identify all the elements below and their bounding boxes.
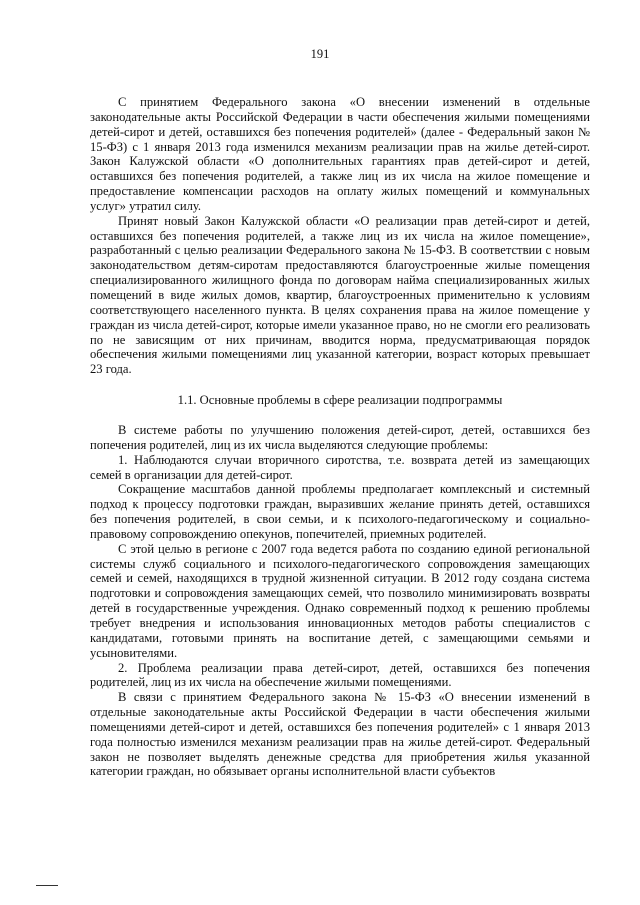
document-body xyxy=(90,95,590,779)
paragraph: С принятием Федерального закона «О внесении изменений в отдельные законодательные акты Российской Федерации в части обеспечения жилыми помещениями детей-сирот и детей, оставшихся без попечения родителей» (далее - Федеральный закон № 15-ФЗ) с 1 января 2013 года изменился механизм реализации прав на жилье детей-сирот. Закон Калужской области «О дополнительных гарантиях прав детей-сирот и детей, оставшихся без попечения родителей, а также лиц из их числа на жилое помещение и предоставление компенсации расходов на оплату жилых помещений и коммунальных услуг» утратил силу. xyxy=(90,95,590,213)
section-heading: 1.1. Основные проблемы в сфере реализации подпрограммы xyxy=(177,393,503,408)
paragraph: Сокращение масштабов данной проблемы предполагает комплексный и системный подход к процессу подготовки граждан, выразивших желание принять детей, оставшихся без попечения родителей, в свои семьи, и к психолого-педагогическому и социально-правовому сопровождению опекунов, попечителей, приемных родителей. xyxy=(90,482,590,541)
paragraph: С этой целью в регионе с 2007 года ведется работа по созданию единой региональной системы служб социального и психолого-педагогического сопровождения замещающих семей и семей, находящихся в трудной жизненной ситуации. В 2012 году создана система подготовки и сопровождения замещающих семей, что позволило минимизировать возвраты детей в государственные учреждения. Однако современный подход к решению проблемы требует внедрения и использования инновационных методов работы специалистов с кандидатами, готовыми принять на воспитание детей, с замещающими семьями и усыновителями. xyxy=(90,541,590,660)
paragraph: В связи с принятием Федерального закона № 15-ФЗ «О внесении изменений в отдельные законодательные акты Российской Федерации в части обеспечения жилыми помещениями детей-сирот и детей, оставшихся без попечения родителей» с 1 января 2013 года полностью изменился механизм реализации прав на жилье детей-сирот. Федеральный закон не позволяет выделять денежные средства для приобретения жилья указанной категории граждан, но обязывает органы исполнительной власти субъектов xyxy=(90,690,590,779)
footer-rule xyxy=(36,885,58,886)
paragraph: 2. Проблема реализации права детей-сирот, детей, оставшихся без попечения родителей, лиц из их числа на обеспечение жилыми помещениями. xyxy=(90,660,590,690)
paragraph: 1. Наблюдаются случаи вторичного сиротства, т.е. возврата детей из замещающих семей в организации для детей-сирот. xyxy=(90,452,590,482)
paragraph: В системе работы по улучшению положения детей-сирот, детей, оставшихся без попечения родителей, лиц из их числа выделяются следующие проблемы: xyxy=(90,423,590,452)
paragraph: Принят новый Закон Калужской области «О реализации прав детей-сирот и детей, оставшихся без попечения родителей, а также лиц из их числа на жилое помещение», разработанный с целью реализации Федерального закона № 15-ФЗ. В соответствии с новым законодательством детям-сиротам предоставляются благоустроенные жилые помещения специализированного жилищного фонда по договорам найма специализированных жилых помещений в виде жилых домов, квартир, благоустроенных применительно к условиям соответствующего населенного пункта. В целях сохранения права на жилое помещение у граждан из числа детей-сирот, которые имели указанное право, но не смогли его реализовать по не зависящим от них причинам, вводится норма, предусматривающая порядок обеспечения жилыми помещениями лиц указанной категории, возраст которых превышает 23 года. xyxy=(90,213,590,377)
page-number: 191 xyxy=(310,47,330,61)
